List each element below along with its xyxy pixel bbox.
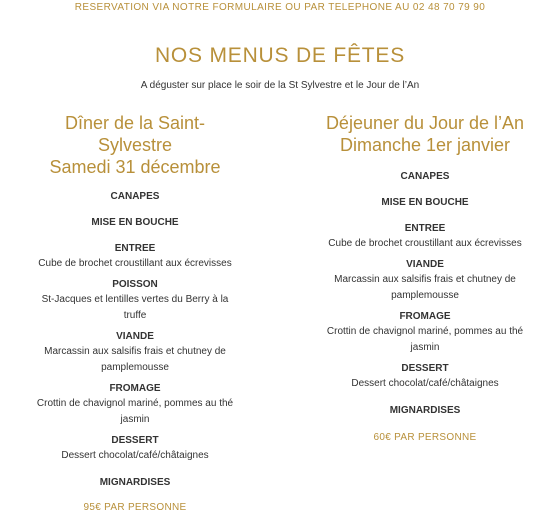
menu-title-line: Déjeuner du Jour de l’An <box>325 113 525 133</box>
menu-title-line: Samedi 31 décembre <box>49 157 221 177</box>
course-label-mise-en-bouche: MISE EN BOUCHE <box>381 197 469 208</box>
desc-line: jasmin <box>410 342 440 353</box>
course-label-viande: VIANDE <box>116 331 154 342</box>
desc-line: St-Jacques et lentilles vertes du Berry à la <box>41 294 229 305</box>
price-jour-de-l-an: 60€ PAR PERSONNE <box>373 432 477 443</box>
course-label-mise-en-bouche: MISE EN BOUCHE <box>91 217 179 228</box>
menu-title-line: Sylvestre <box>97 135 173 155</box>
page-subtitle: A déguster sur place le soir de la St Sylvestre et le Jour de l’An <box>140 80 420 91</box>
course-desc-viande <box>305 272 545 304</box>
menu-jour-de-l-an <box>305 112 545 443</box>
desc-line: Marcassin aux salsifis frais et chutney de <box>334 274 516 285</box>
desc-line: truffe <box>123 310 147 321</box>
course-desc-dessert: Dessert chocolat/café/châtaignes <box>61 450 209 461</box>
course-label-dessert: DESSERT <box>401 363 449 374</box>
course-label-entree: ENTREE <box>114 243 156 254</box>
course-label-poisson: POISSON <box>112 279 158 290</box>
desc-line: pamplemousse <box>391 290 459 301</box>
menu-title-line: Dîner de la Saint- <box>64 113 206 133</box>
desc-line: Crottin de chavignol mariné, pommes au thé <box>36 398 234 409</box>
desc-line: jasmin <box>120 414 150 425</box>
page-title: NOS MENUS DE FÊTES <box>154 44 406 67</box>
course-label-fromage: FROMAGE <box>109 383 161 394</box>
course-desc-entree: Cube de brochet croustillant aux écrevisses <box>38 258 232 269</box>
course-label-viande: VIANDE <box>406 259 444 270</box>
course-label-mignardises: MIGNARDISES <box>389 405 461 416</box>
course-desc-fromage <box>305 324 545 356</box>
course-desc-entree: Cube de brochet croustillant aux écrevisses <box>328 238 522 249</box>
course-desc-poisson <box>15 292 255 324</box>
menu-title-line: Dimanche 1er janvier <box>339 135 511 155</box>
menu-title-saint-sylvestre <box>15 112 255 178</box>
course-label-entree: ENTREE <box>404 223 446 234</box>
desc-line: Marcassin aux salsifis frais et chutney de <box>44 346 226 357</box>
menu-title-jour-de-l-an <box>305 112 545 156</box>
course-label-canapes: CANAPES <box>110 191 160 202</box>
course-label-dessert: DESSERT <box>111 435 159 446</box>
desc-line: Crottin de chavignol mariné, pommes au thé <box>326 326 524 337</box>
reservation-info: RESERVATION VIA NOTRE FORMULAIRE OU PAR TELEPHONE AU 02 48 70 79 90 <box>74 2 486 13</box>
price-saint-sylvestre: 95€ PAR PERSONNE <box>83 502 187 513</box>
desc-line: pamplemousse <box>101 362 169 373</box>
menu-saint-sylvestre <box>15 112 255 513</box>
course-label-mignardises: MIGNARDISES <box>99 477 171 488</box>
course-desc-dessert: Dessert chocolat/café/châtaignes <box>351 378 499 389</box>
course-desc-fromage <box>15 396 255 428</box>
course-label-canapes: CANAPES <box>400 171 450 182</box>
course-desc-viande <box>15 344 255 376</box>
course-label-fromage: FROMAGE <box>399 311 451 322</box>
